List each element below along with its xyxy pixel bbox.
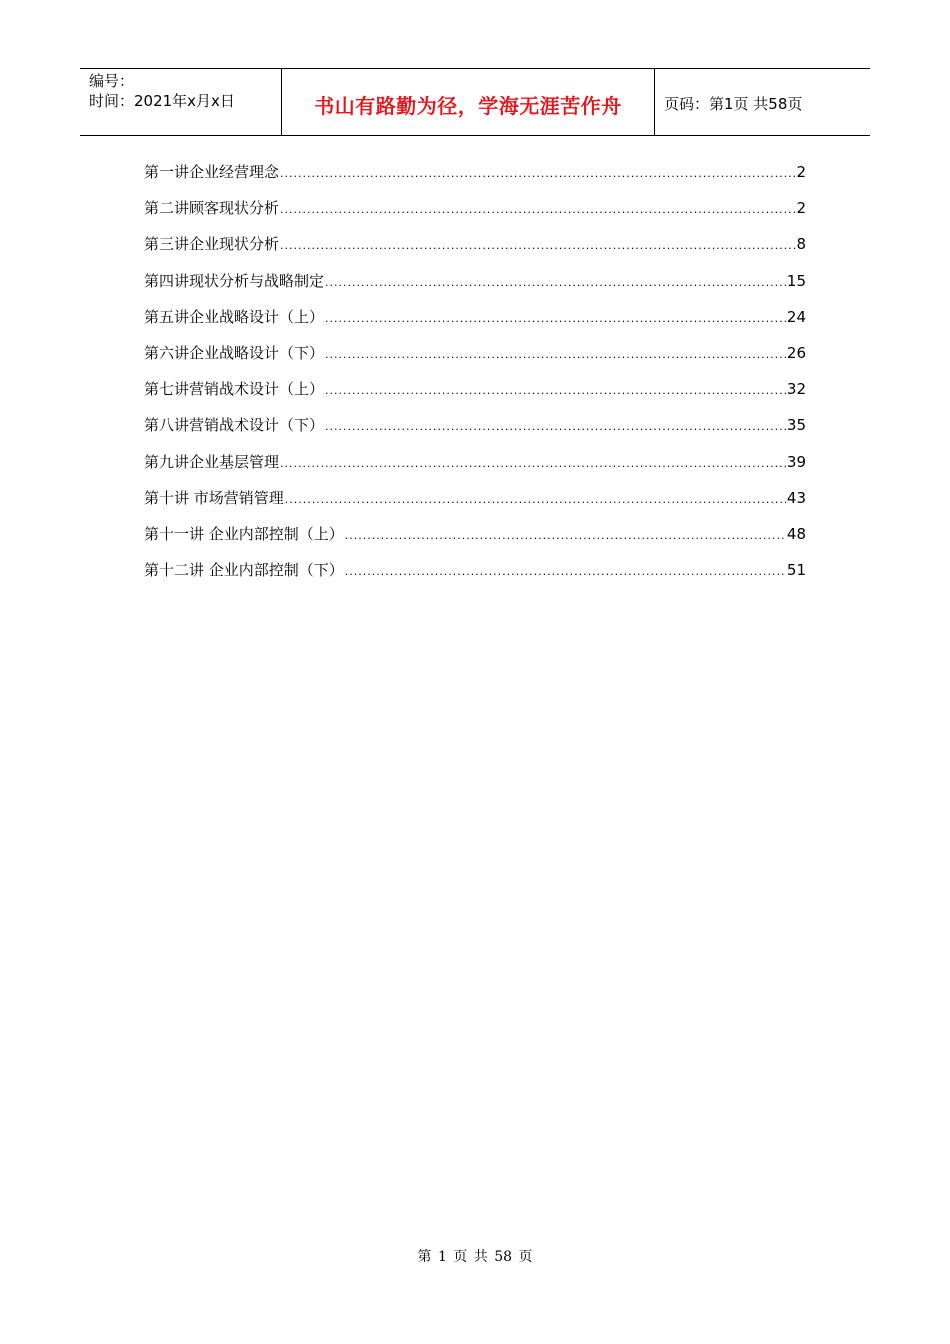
toc-leader-dots <box>345 518 786 554</box>
toc-entry-title: 第八讲营销战术设计（下） <box>144 416 325 435</box>
table-of-contents <box>144 154 806 588</box>
toc-entry-page: 2 <box>796 199 806 218</box>
toc-entry-page: 26 <box>786 343 806 362</box>
toc-entry-page: 8 <box>796 235 806 254</box>
toc-entry[interactable] <box>144 444 806 480</box>
toc-leader-dots <box>325 373 786 409</box>
toc-entry-title: 第四讲现状分析与战略制定 <box>144 271 325 290</box>
time-label: 时间：2021年x月x日 <box>89 92 235 110</box>
toc-leader-dots <box>285 482 786 518</box>
toc-entry[interactable] <box>144 299 806 335</box>
header-page-cell <box>655 69 870 135</box>
toc-entry-title: 第三讲企业现状分析 <box>144 235 280 254</box>
toc-entry-page: 24 <box>786 307 806 326</box>
toc-entry-title: 第九讲企业基层管理 <box>144 452 280 471</box>
toc-entry[interactable] <box>144 226 806 262</box>
toc-entry[interactable] <box>144 154 806 190</box>
toc-entry[interactable] <box>144 407 806 443</box>
toc-entry-page: 15 <box>786 271 806 290</box>
header-info-cell <box>80 69 281 135</box>
toc-entry-title: 第一讲企业经营理念 <box>144 163 280 181</box>
toc-entry-page: 35 <box>786 416 806 435</box>
toc-entry-page: 32 <box>786 380 806 399</box>
toc-entry-title: 第十一讲 企业内部控制（上） <box>144 524 344 543</box>
toc-entry[interactable] <box>144 480 806 516</box>
toc-entry-page: 39 <box>786 452 806 471</box>
toc-leader-dots <box>280 446 786 482</box>
toc-leader-dots <box>325 337 786 373</box>
toc-entry[interactable] <box>144 190 806 226</box>
toc-entry[interactable] <box>144 552 806 588</box>
toc-entry-title: 第二讲顾客现状分析 <box>144 199 280 218</box>
motto-text: 书山有路勤为径，学海无涯苦作舟 <box>314 94 622 118</box>
footer-page-number: 第 1 页 共 58 页 <box>417 1249 533 1265</box>
toc-entry-title: 第十讲 市场营销管理 <box>144 488 284 507</box>
toc-leader-dots <box>325 265 786 301</box>
toc-entry-page: 48 <box>786 524 806 543</box>
toc-leader-dots <box>325 301 786 337</box>
page-header <box>80 68 870 136</box>
toc-entry[interactable] <box>144 371 806 407</box>
page-footer <box>0 1246 950 1266</box>
header-motto-cell <box>281 69 655 135</box>
toc-entry-page: 51 <box>786 561 806 580</box>
serial-label: 编号： <box>89 72 135 90</box>
toc-leader-dots <box>345 554 786 590</box>
toc-entry[interactable] <box>144 263 806 299</box>
toc-entry[interactable] <box>144 516 806 552</box>
toc-leader-dots <box>325 409 786 445</box>
toc-entry-page: 43 <box>786 488 806 507</box>
toc-entry-title: 第五讲企业战略设计（上） <box>144 307 325 326</box>
toc-leader-dots <box>280 156 795 192</box>
toc-entry[interactable] <box>144 335 806 371</box>
toc-leader-dots <box>280 192 795 228</box>
toc-entry-page: 2 <box>796 163 806 181</box>
toc-leader-dots <box>280 228 795 264</box>
toc-entry-title: 第六讲企业战略设计（下） <box>144 343 325 362</box>
page-info: 页码：第1页 共58页 <box>664 95 803 113</box>
toc-entry-title: 第十二讲 企业内部控制（下） <box>144 561 344 580</box>
toc-entry-title: 第七讲营销战术设计（上） <box>144 380 325 399</box>
